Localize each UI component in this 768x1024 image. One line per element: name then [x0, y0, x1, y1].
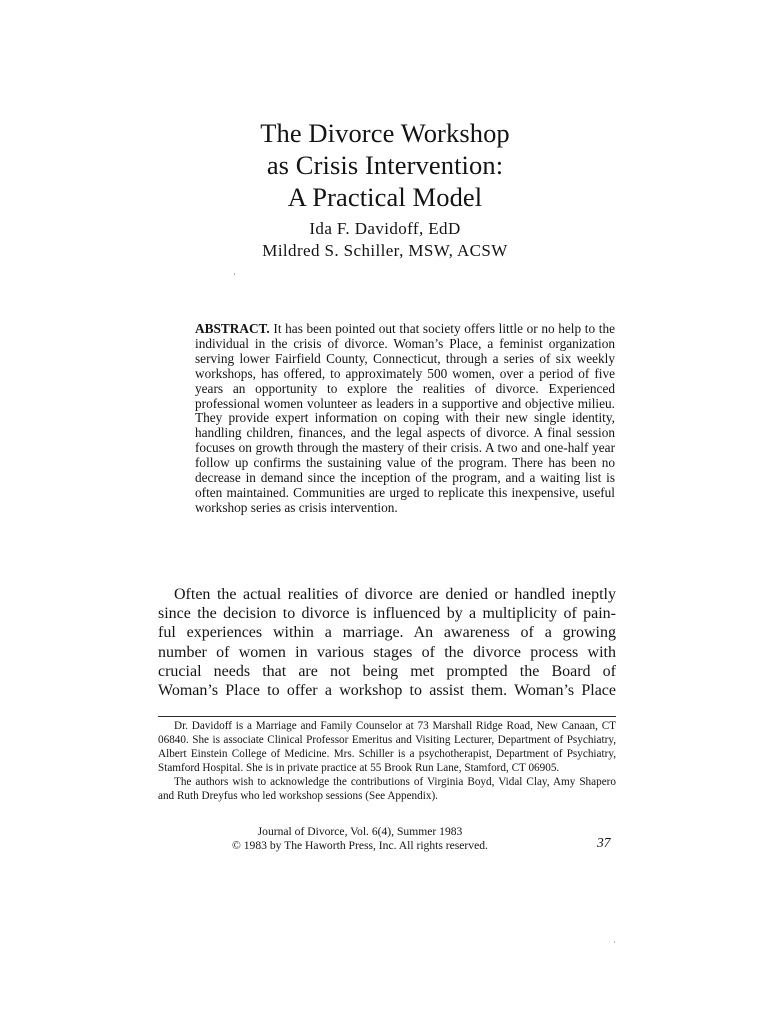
- footnotes: [158, 719, 616, 804]
- footnote-text: Dr. Davidoff is a Marriage and Family Counselor at 73 Marshall Ridge Road, New Canaan, CT 06840. She is associate Clinical Professor Emeritus and Visiting Lecturer, Department of Psychiatry, Albert Einstein College of Medicine. Mrs. Schiller is a psychotherapist, Department of Psychiatry, Stamford Hospital. She is in private practice at 55 Brook Run Lane, Stamford, CT 06905.: [158, 720, 616, 775]
- article-title-line-1: The Divorce Workshop: [260, 118, 510, 148]
- body-line: number of women in various stages of the divorce process with: [158, 643, 616, 661]
- body-line: Often the actual realities of divorce are denied or handled ineptly: [174, 586, 616, 603]
- article-header: [160, 117, 610, 262]
- body-line: crucial needs that are not being met prompted the Board of: [158, 662, 616, 680]
- scan-speck: [614, 941, 615, 943]
- abstract-label: ABSTRACT.: [195, 321, 270, 336]
- body-paragraph: [158, 585, 616, 700]
- page-number: 37: [597, 835, 611, 850]
- author-1: Ida F. Davidoff, EdD: [309, 219, 461, 238]
- article-title-line-2: as Crisis Intervention:: [266, 150, 504, 180]
- journal-info: [200, 825, 520, 853]
- scan-speck: [234, 273, 235, 275]
- footnote-divider: [158, 716, 616, 717]
- author-2: Mildred S. Schiller, MSW, ACSW: [262, 241, 508, 260]
- abstract-text: It has been pointed out that society offers little or no help to the individual in the crisis of divorce. Woman’s Place, a feminist organization serving lower Fairfield County, Connecticut, through a series of six weekly workshops, has offered, to approximately 500 women, over a period of five years an opportunity to explore the realities of divorce. Experienced professional women volunteer as leaders in a supportive and objective milieu. They provide expert information on coping with their new single identity, handling children, finances, and the legal aspects of divorce. A final session focuses on growth through the mastery of their crisis. A two and one-half year follow up confirms the sustaining value of the program. There has been no decrease in demand since the inception of the program, and a waiting list is often maintained. Communities are urged to replicate this inexpensive, useful workshop series as crisis intervention.: [195, 321, 616, 515]
- body-line: Woman’s Place to offer a workshop to assist them. Woman’s Place: [158, 682, 616, 700]
- acknowledgment-footnote: [158, 775, 616, 803]
- footnote-text: The authors wish to acknowledge the contributions of Virginia Boyd, Vidal Clay, Amy Shapero and Ruth Dreyfus who led workshop sessions (See Appendix).: [158, 776, 616, 803]
- author-affiliation-footnote: [158, 719, 616, 775]
- copyright-notice: © 1983 by The Haworth Press, Inc. All rights reserved.: [232, 839, 488, 852]
- body-line: ful experiences within a marriage. An awareness of a growing: [158, 624, 616, 642]
- body-line: since the decision to divorce is influenced by a multiplicity of pain-: [158, 605, 616, 623]
- author-list: [160, 218, 610, 262]
- journal-citation: Journal of Divorce, Vol. 6(4), Summer 1983: [257, 825, 463, 838]
- article-title-line-3: A Practical Model: [287, 182, 483, 212]
- abstract: [195, 322, 615, 516]
